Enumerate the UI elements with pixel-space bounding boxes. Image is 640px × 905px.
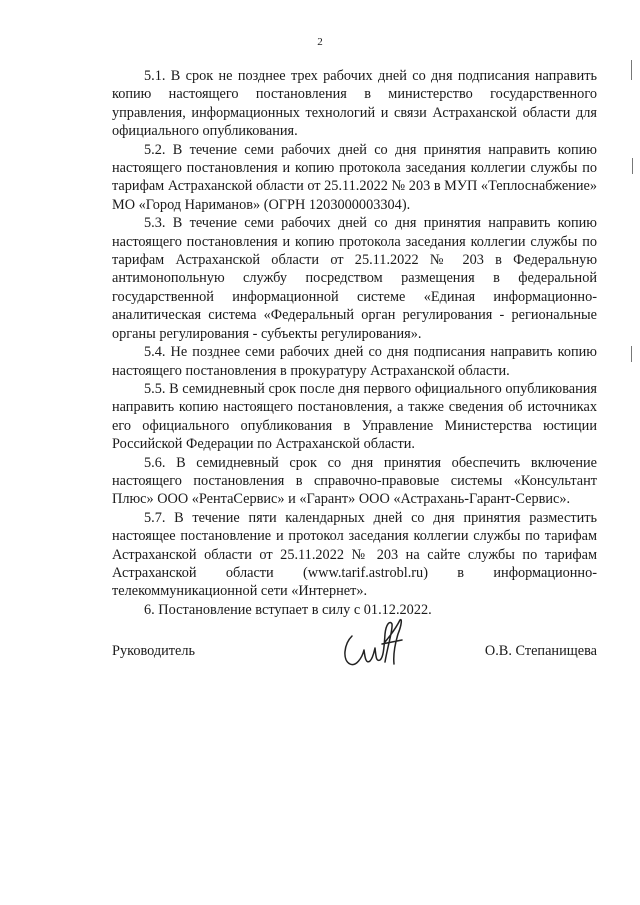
scan-edge-mark [632,158,633,174]
signer-name: О.В. Степанищева [484,643,597,659]
scan-edge-mark [631,346,632,362]
paragraph-5-3: 5.3. В течение семи рабочих дней со дня принятия направить копию настоящего постановления и копию протокола заседания коллегии службы по тарифам Астраханской области от 25.11.2022 № 203 в Федеральную антимонопольную службу посредством размещения в федеральной государственной информационной системе «Единая информационно-аналитическая система «Федеральный орган регулирования - региональные органы регулирования - субъекты регулирования». [112,215,597,342]
paragraph-5-6: 5.6. В семидневный срок со дня принятия обеспечить включение настоящего постановления в справочно-правовые системы «Консультант Плюс» ООО «РентаСервис» и «Гарант» ООО «Астрахань-Гарант-Сервис». [112,454,597,508]
paragraph-5-7: 5.7. В течение пяти календарных дней со дня принятия разместить настоящее постановление и протокол заседания коллегии службы по тарифам Астраханской области от 25.11.2022 № 203 на сайте службы по тарифам Астраханской области (www.tarif.astrobl.ru) в информационно-телекоммуникационной сети «Интернет». [112,509,597,600]
scan-edge-mark [631,60,632,80]
paragraph-5-5: 5.5. В семидневный срок после дня первого официального опубликования направить копию настоящего постановления, а также сведения об источниках его официального опубликования в Управление Министерства юстиции Российской Федерации по Астраханской области. [112,380,597,453]
document-body [112,67,597,619]
paragraph-6: 6. Постановление вступает в силу с 01.12.2022. [144,601,432,618]
paragraph-5-2: 5.2. В течение семи рабочих дней со дня принятия направить копию настоящего постановления и копию протокола заседания коллегии службы по тарифам Астраханской области от 25.11.2022 № 203 в МУП «Теплоснабжение» МО «Город Нариманов» (ОГРН 1203000003304). [112,141,597,213]
paragraph-5-1: 5.1. В срок не позднее трех рабочих дней со дня подписания направить копию настоящего постановления в министерство государственного управления, информационных технологий и связи Астраханской области для официального опубликования. [112,68,597,140]
paragraph-5-4: 5.4. Не позднее семи рабочих дней со дня подписания направить копию настоящего постановления в прокуратуру Астраханской области. [112,344,597,379]
signer-position: Руководитель [112,643,196,659]
handwritten-signature [338,614,408,672]
page-number: 2 [317,36,323,48]
